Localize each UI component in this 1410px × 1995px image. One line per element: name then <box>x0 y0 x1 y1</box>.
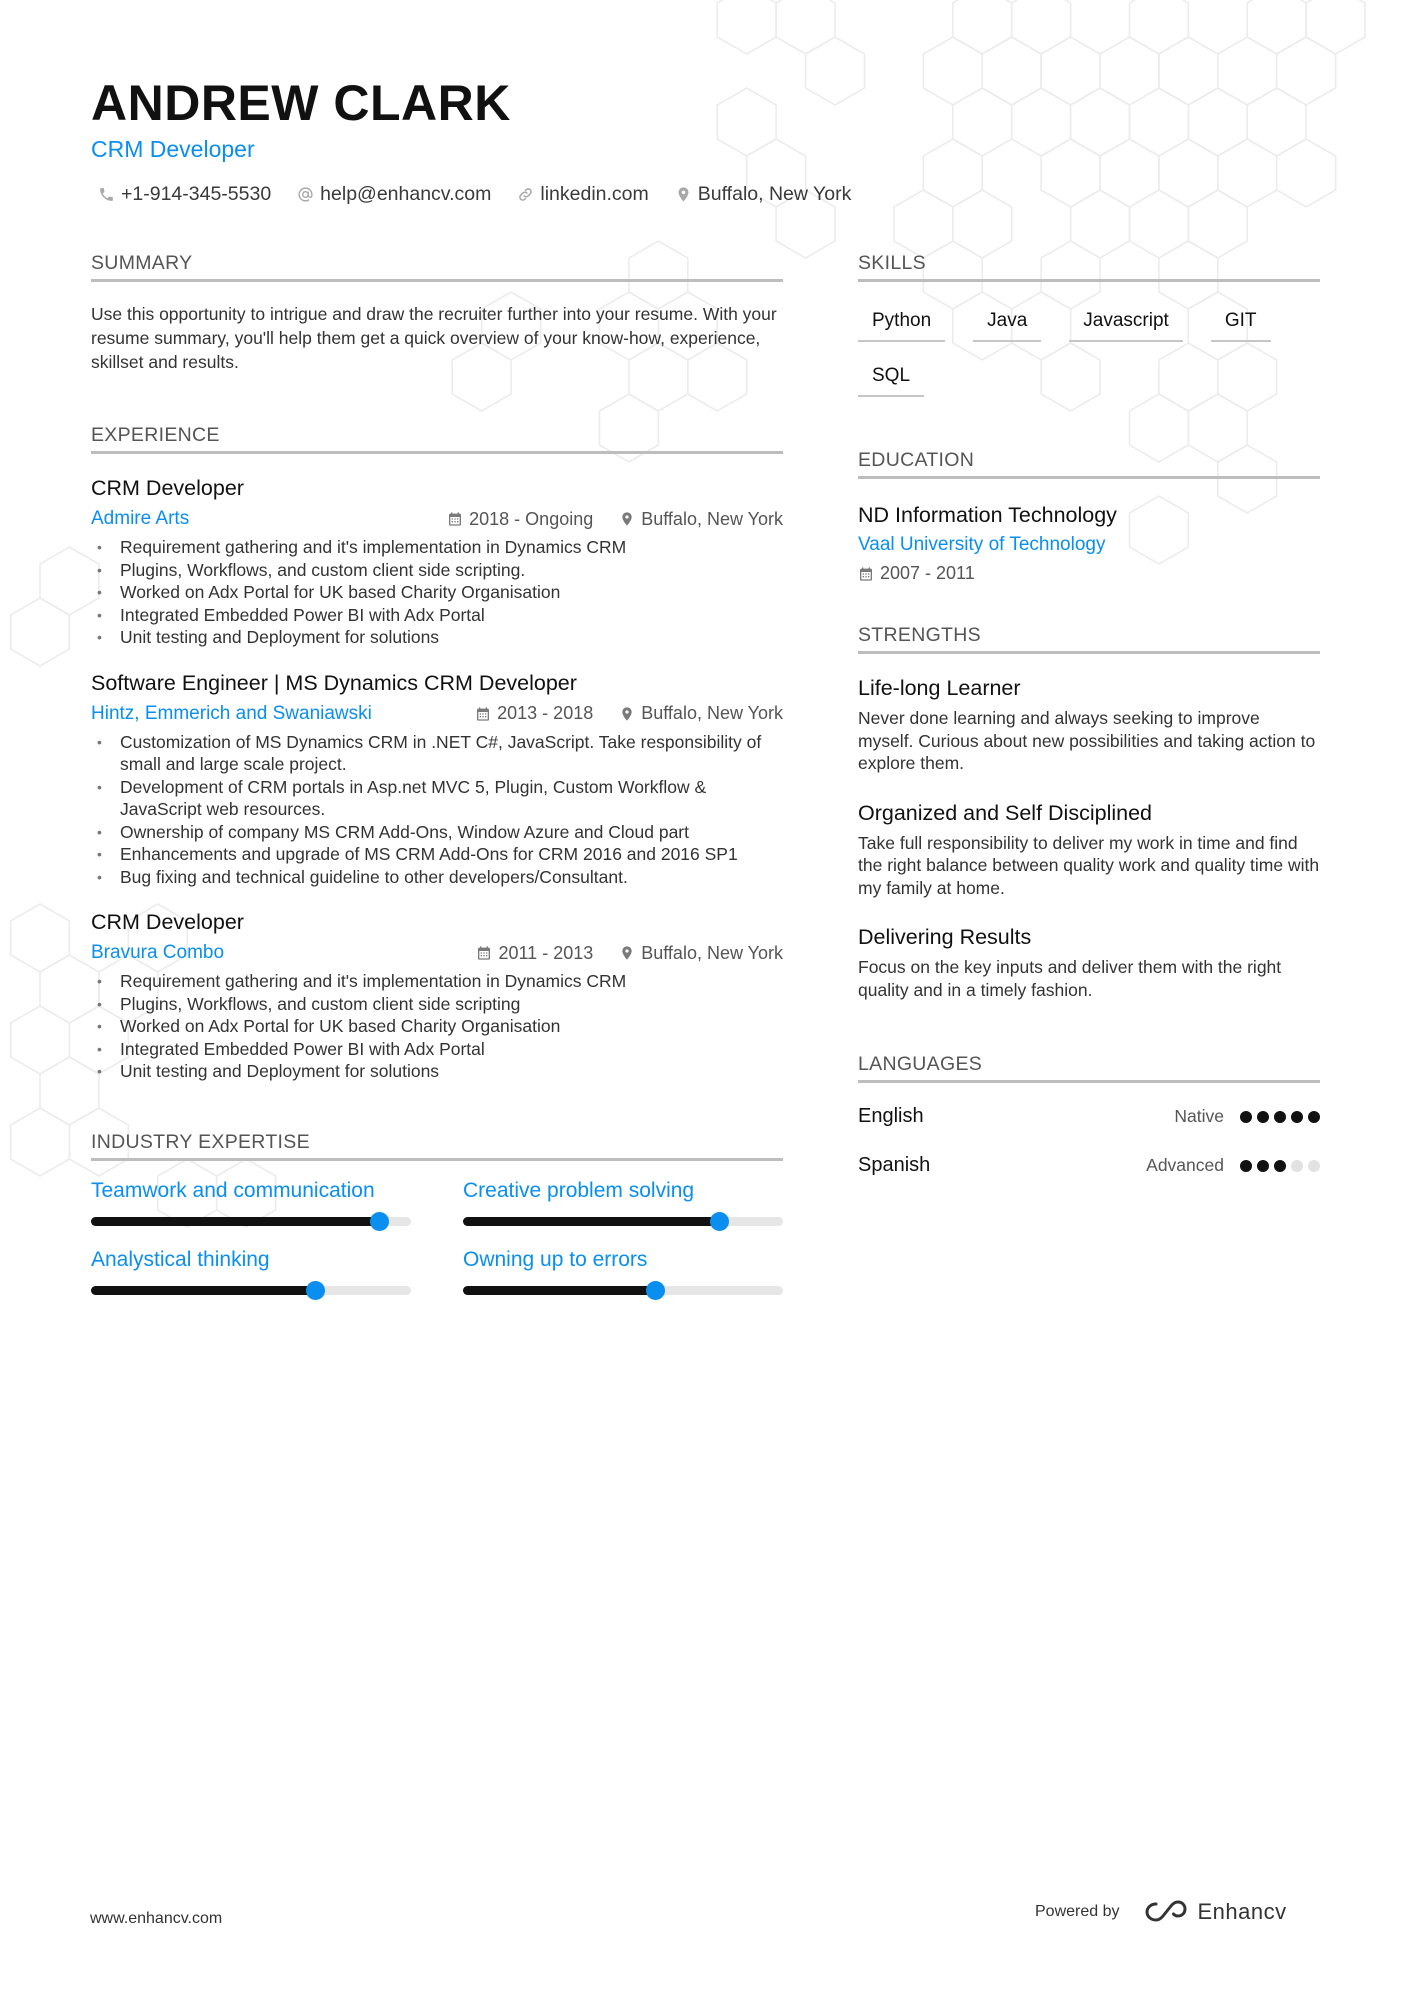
language-name: English <box>858 1105 924 1127</box>
dot-empty <box>1291 1160 1303 1172</box>
job-dates <box>475 703 593 724</box>
right-column <box>858 252 1320 1177</box>
language-level: Advanced <box>1146 1155 1224 1175</box>
email-text: help@enhancv.com <box>320 183 492 205</box>
job-bullets <box>91 731 783 889</box>
footer-brand[interactable] <box>1035 1898 1287 1926</box>
job-location-text: Buffalo, New York <box>641 703 783 723</box>
job-dates-text: 2018 - Ongoing <box>469 508 594 529</box>
experience-heading: EXPERIENCE <box>91 424 783 454</box>
strength-description: Focus on the key inputs and deliver them with the right quality and in a timely fashion. <box>858 957 1282 1000</box>
job-entry <box>91 476 783 649</box>
job-info-row <box>91 508 783 530</box>
strength-title: Organized and Self Disciplined <box>858 800 1152 825</box>
skills-heading: SKILLS <box>858 252 1320 282</box>
expertise-item <box>463 1179 783 1226</box>
languages-section <box>858 1053 1320 1177</box>
strength-title: Life-long Learner <box>858 676 1021 700</box>
expertise-label: Creative problem solving <box>463 1178 695 1202</box>
skill-tag: Python <box>858 304 945 342</box>
expertise-bar-fill <box>91 1286 315 1295</box>
job-location <box>619 509 783 530</box>
industry-expertise-section <box>91 1131 783 1295</box>
bullet-item: • Unit testing and Deployment for solutions <box>91 626 783 649</box>
calendar-icon <box>447 511 463 527</box>
experience-section <box>91 424 783 1083</box>
strength-item <box>858 925 1320 1001</box>
brand-logo <box>1142 1898 1287 1926</box>
job-bullets <box>91 536 783 649</box>
bullet-item: • Development of CRM portals in Asp.net MVC 5, Plugin, Custom Workflow & JavaScript web resources. <box>91 776 783 821</box>
expertise-grid <box>91 1179 783 1295</box>
skills-list <box>858 304 1320 397</box>
job-info-row <box>91 703 783 725</box>
company-name[interactable]: Bravura Combo <box>91 942 225 963</box>
languages-list <box>858 1105 1320 1177</box>
job-title: Software Engineer | MS Dynamics CRM Developer <box>91 670 577 695</box>
powered-by-text: Powered by <box>1035 1903 1120 1920</box>
summary-heading: SUMMARY <box>91 252 783 282</box>
dot-filled <box>1240 1111 1252 1123</box>
candidate-title: CRM Developer <box>91 136 255 162</box>
company-name[interactable]: Hintz, Emmerich and Swaniawski <box>91 702 372 724</box>
expertise-label: Analystical thinking <box>91 1247 270 1271</box>
strengths-heading: STRENGTHS <box>858 624 1320 654</box>
education-heading: EDUCATION <box>858 449 1320 479</box>
contact-link[interactable] <box>517 183 648 206</box>
expertise-bar-knob <box>710 1212 729 1231</box>
expertise-item <box>91 1179 411 1226</box>
candidate-name: ANDREW CLARK <box>91 75 511 131</box>
expertise-item <box>463 1248 783 1295</box>
dot-filled <box>1308 1111 1320 1123</box>
job-meta <box>447 509 783 530</box>
job-dates <box>447 509 593 530</box>
bullet-item: • Enhancements and upgrade of MS CRM Add-Ons for CRM 2016 and 2016 SP1 <box>91 843 783 866</box>
job-meta <box>476 943 783 964</box>
dot-filled <box>1240 1160 1252 1172</box>
enhancv-logo-icon <box>1142 1898 1190 1926</box>
language-row <box>858 1105 1320 1128</box>
language-row <box>858 1154 1320 1177</box>
school-name: Vaal University of Technology <box>858 534 1106 555</box>
job-location <box>619 703 783 724</box>
dot-filled <box>1291 1111 1303 1123</box>
summary-text: Use this opportunity to intrigue and draw the recruiter further into your resume. With your resume summary, you'll help them get a quick overview of your know-how, experience, skillset and results. <box>91 304 777 372</box>
strength-item <box>858 801 1320 900</box>
strength-description: Never done learning and always seeking to improve myself. Curious about new possibilities and taking action to explore them. <box>858 708 1316 773</box>
language-proficiency <box>1146 1155 1320 1176</box>
bullet-item: • Bug fixing and technical guideline to other developers/Consultant. <box>91 866 783 889</box>
language-level: Native <box>1174 1106 1224 1126</box>
location-pin-icon <box>619 706 635 722</box>
language-dots <box>1240 1160 1320 1172</box>
job-title: CRM Developer <box>91 910 244 934</box>
education-dates-text: 2007 - 2011 <box>880 563 975 583</box>
dot-filled <box>1274 1160 1286 1172</box>
strength-title: Delivering Results <box>858 925 1032 949</box>
dot-empty <box>1308 1160 1320 1172</box>
bullet-item: • Worked on Adx Portal for UK based Charity Organisation <box>91 1015 783 1038</box>
job-list <box>91 476 783 1083</box>
job-location <box>619 943 783 964</box>
strength-description: Take full responsibility to deliver my work in time and find the right balance between quality work and quality time with my family at home. <box>858 832 1320 898</box>
skill-tag: Java <box>973 304 1041 342</box>
bullet-item: • Integrated Embedded Power BI with Adx Portal <box>91 604 783 627</box>
bullet-item: • Worked on Adx Portal for UK based Charity Organisation <box>91 581 783 604</box>
expertise-bar <box>91 1217 411 1226</box>
contact-bar <box>98 183 851 206</box>
skill-tag: GIT <box>1211 304 1271 342</box>
calendar-icon <box>858 566 874 582</box>
job-meta <box>475 703 783 724</box>
education-dates <box>858 563 1320 584</box>
job-dates <box>476 943 593 964</box>
bullet-item: • Integrated Embedded Power BI with Adx Portal <box>91 1038 783 1061</box>
location-pin-icon <box>675 186 692 203</box>
contact-phone[interactable] <box>98 183 271 206</box>
job-entry <box>91 671 783 889</box>
job-location-text: Buffalo, New York <box>641 508 783 529</box>
expertise-label: Owning up to errors <box>463 1247 648 1271</box>
education-section <box>858 449 1320 584</box>
job-dates-text: 2011 - 2013 <box>498 942 594 963</box>
expertise-bar <box>463 1217 783 1226</box>
contact-email[interactable] <box>297 183 491 206</box>
summary-section <box>91 252 783 374</box>
job-title: CRM Developer <box>91 476 244 500</box>
strengths-section <box>858 624 1320 1001</box>
calendar-icon <box>476 945 492 961</box>
expertise-bar-knob <box>646 1281 665 1300</box>
bullet-item: • Plugins, Workflows, and custom client side scripting. <box>91 559 783 582</box>
bullet-item: • Customization of MS Dynamics CRM in .NET C#, JavaScript. Take responsibility of small and large scale project. <box>91 731 783 776</box>
dot-filled <box>1257 1160 1269 1172</box>
expertise-item <box>91 1248 411 1295</box>
expertise-bar-knob <box>306 1281 325 1300</box>
link-icon <box>517 186 534 203</box>
footer-url[interactable]: www.enhancv.com <box>90 1910 223 1927</box>
phone-text: +1-914-345-5530 <box>121 183 272 205</box>
job-location-text: Buffalo, New York <box>641 942 783 963</box>
expertise-bar-fill <box>91 1217 379 1226</box>
bullet-item: • Requirement gathering and it's implementation in Dynamics CRM <box>91 536 783 559</box>
dot-filled <box>1257 1111 1269 1123</box>
language-dots <box>1240 1111 1320 1123</box>
expertise-bar-fill <box>463 1217 719 1226</box>
expertise-label: Teamwork and communication <box>91 1178 375 1202</box>
expertise-bar <box>91 1286 411 1295</box>
expertise-bar-knob <box>370 1212 389 1231</box>
job-dates-text: 2013 - 2018 <box>497 703 594 723</box>
expertise-bar <box>463 1286 783 1295</box>
language-proficiency <box>1174 1106 1320 1127</box>
strength-item <box>858 676 1320 775</box>
skills-section <box>858 252 1320 397</box>
skill-tag: Javascript <box>1069 304 1183 342</box>
contact-location <box>675 183 852 206</box>
bullet-item: • Plugins, Workflows, and custom client side scripting <box>91 993 783 1016</box>
degree-title: ND Information Technology <box>858 503 1117 527</box>
location-text: Buffalo, New York <box>697 183 852 205</box>
bullet-item: • Requirement gathering and it's implementation in Dynamics CRM <box>91 970 783 993</box>
left-column <box>91 252 783 1295</box>
job-bullets <box>91 970 783 1083</box>
at-icon <box>297 186 314 203</box>
link-text: linkedin.com <box>540 183 649 205</box>
location-pin-icon <box>619 945 635 961</box>
industry-expertise-heading: INDUSTRY EXPERTISE <box>91 1131 783 1161</box>
company-name[interactable]: Admire Arts <box>91 508 190 529</box>
strengths-list <box>858 676 1320 1001</box>
dot-filled <box>1274 1111 1286 1123</box>
job-info-row <box>91 942 783 964</box>
skill-tag: SQL <box>858 359 924 397</box>
expertise-bar-fill <box>463 1286 655 1295</box>
phone-icon <box>98 186 115 203</box>
bullet-item: • Unit testing and Deployment for solutions <box>91 1060 783 1083</box>
job-entry <box>91 910 783 1083</box>
calendar-icon <box>475 706 491 722</box>
language-name: Spanish <box>858 1154 931 1176</box>
bullet-item: • Ownership of company MS CRM Add-Ons, Window Azure and Cloud part <box>91 821 783 844</box>
location-pin-icon <box>619 511 635 527</box>
brand-name: Enhancv <box>1197 1899 1287 1924</box>
languages-heading: LANGUAGES <box>858 1053 1320 1083</box>
